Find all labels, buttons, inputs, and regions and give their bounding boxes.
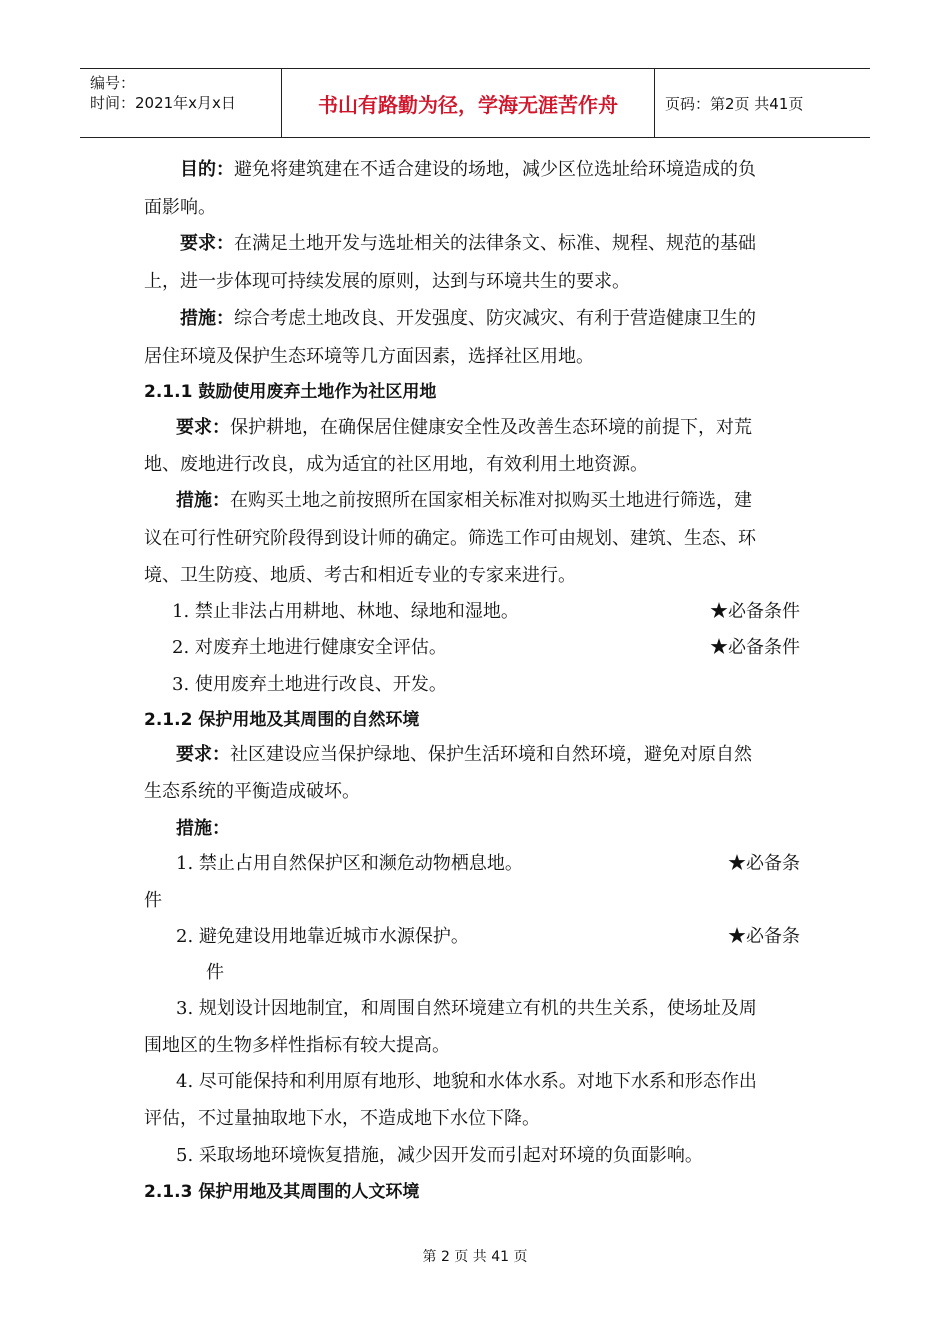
purpose-text: 避免将建筑建在不适合建设的场地，减少区位选址给环境造成的负	[234, 159, 756, 180]
header-motto: 书山有路勤为径，学海无涯苦作舟	[282, 69, 655, 137]
s211-measure-text: 在购买土地之前按照所在国家相关标准对拟购买土地进行筛选，建	[230, 490, 752, 511]
paragraph-purpose-line1	[180, 158, 756, 182]
s212-item-3-line2: 围地区的生物多样性指标有较大提高。	[144, 1035, 450, 1056]
s211-requirement-text: 保护耕地，在确保居住健康安全性及改善生态环境的前提下，对荒	[230, 417, 752, 438]
s212-item-4-line2: 评估，不过量抽取地下水，不造成地下水位下降。	[144, 1108, 540, 1129]
measure-text: 综合考虑土地改良、开发强度、防灾减灾、有利于营造健康卫生的	[234, 308, 756, 329]
s211-requirement-line1	[176, 416, 752, 440]
required-condition-tag-2: ★必备条件	[710, 637, 800, 658]
s212-item-3-line1: 3. 规划设计因地制宜，和周围自然环境建立有机的共生关系，使场址及周	[176, 998, 757, 1019]
s211-requirement-line2: 地、废地进行改良，成为适宜的社区用地，有效利用土地资源。	[144, 454, 648, 475]
s212-item-4-line1: 4. 尽可能保持和利用原有地形、地貌和水体水系。对地下水系和形态作出	[176, 1071, 757, 1092]
s212-requirement-text: 社区建设应当保护绿地、保护生活环境和自然环境，避免对原自然	[230, 744, 752, 765]
purpose-label: 目的：	[180, 159, 234, 180]
s212-measure-label: 措施：	[176, 818, 230, 839]
s211-measure-line3: 境、卫生防疫、地质、考古和相近专业的专家来进行。	[144, 565, 576, 586]
s211-item-1: 1. 禁止非法占用耕地、林地、绿地和湿地。	[172, 601, 519, 622]
paragraph-measure-line1	[180, 307, 756, 331]
section-heading-2-1-3: 2.1.3 保护用地及其周围的人文环境	[144, 1182, 420, 1202]
paragraph-requirement-line2: 上，进一步体现可持续发展的原则，达到与环境共生的要求。	[144, 271, 630, 292]
required-condition-tag-4-wrap: 件	[206, 962, 224, 983]
section-heading-2-1-1: 2.1.1 鼓励使用废弃土地作为社区用地	[144, 382, 437, 402]
required-condition-tag-4: ★必备条	[728, 926, 800, 947]
section-heading-2-1-2: 2.1.2 保护用地及其周围的自然环境	[144, 710, 420, 730]
s211-item-3: 3. 使用废弃土地进行改良、开发。	[172, 674, 447, 695]
paragraph-requirement-line1	[180, 232, 756, 256]
s212-requirement-line1	[176, 743, 752, 767]
time-label: 时间：2021年x月x日	[90, 94, 236, 112]
required-condition-tag-1: ★必备条件	[710, 601, 800, 622]
s212-item-1: 1. 禁止占用自然保护区和濒危动物栖息地。	[176, 853, 523, 874]
s212-item-2: 2. 避免建设用地靠近城市水源保护。	[176, 926, 469, 947]
required-condition-tag-3: ★必备条	[728, 853, 800, 874]
paragraph-purpose-line2: 面影响。	[144, 197, 216, 218]
paragraph-measure-line2: 居住环境及保护生态环境等几方面因素，选择社区用地。	[144, 346, 594, 367]
header-page-info: 页码：第2页 共41页	[665, 94, 804, 113]
s211-item-2: 2. 对废弃土地进行健康安全评估。	[172, 637, 447, 658]
s211-requirement-label: 要求：	[176, 417, 230, 438]
measure-label: 措施：	[180, 308, 234, 329]
required-condition-tag-3-wrap: 件	[144, 890, 162, 911]
s212-item-5: 5. 采取场地环境恢复措施，减少因开发而引起对环境的负面影响。	[176, 1145, 703, 1166]
s211-measure-line2: 议在可行性研究阶段得到设计师的确定。筛选工作可由规划、建筑、生态、环	[144, 528, 756, 549]
page-footer: 第 2 页 共 41 页	[422, 1249, 528, 1265]
s212-requirement-line2: 生态系统的平衡造成破坏。	[144, 781, 360, 802]
code-label: 编号：	[90, 74, 136, 92]
s211-measure-label: 措施：	[176, 490, 230, 511]
requirement-label: 要求：	[180, 233, 234, 254]
s212-requirement-label: 要求：	[176, 744, 230, 765]
header-table	[80, 68, 870, 138]
header-left-cell	[80, 69, 282, 137]
requirement-text: 在满足土地开发与选址相关的法律条文、标准、规程、规范的基础	[234, 233, 756, 254]
s211-measure-line1	[176, 489, 752, 513]
